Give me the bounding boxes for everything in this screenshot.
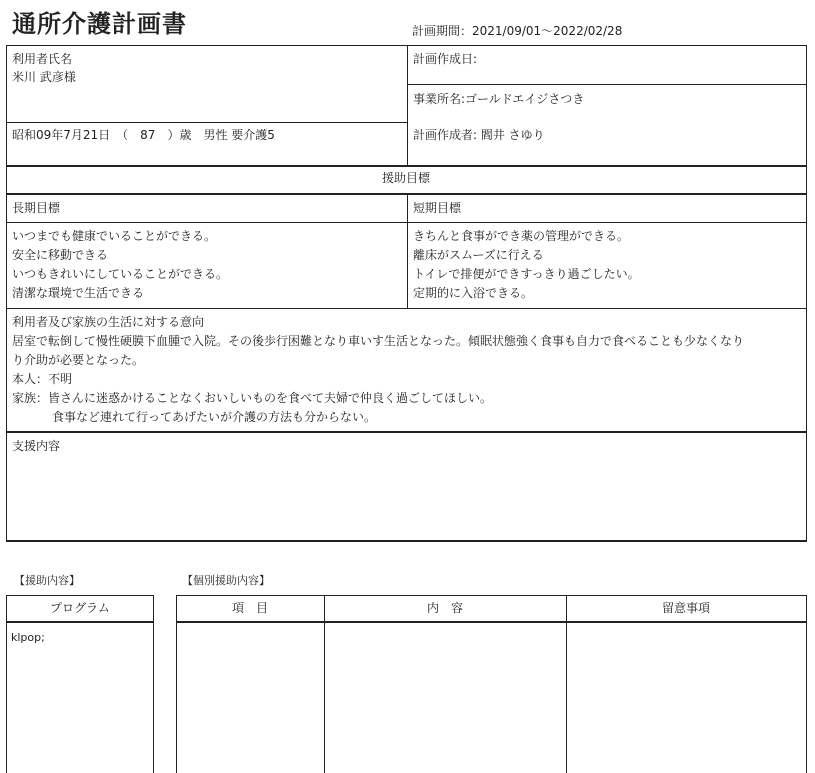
individual-assistance-label: 【個別援助内容】: [182, 574, 270, 587]
divider: [176, 621, 807, 623]
intentions-line: 本人：不明: [12, 372, 73, 386]
divider: [153, 595, 154, 773]
divider: [6, 540, 807, 542]
list-item: トイレで排便ができすっきり過ごしたい。: [413, 267, 640, 281]
list-item: 安全に移動できる: [12, 248, 109, 262]
notes-header: 留意事項: [661, 601, 710, 615]
user-birth-line: 昭和09年7月21日 （ 87 ）歳 男性 要介護5: [12, 128, 275, 142]
page-title: 通所介護計画書: [12, 10, 187, 38]
intentions-line: 家族：皆さんに迷惑かけることなくおいしいものを食べて夫婦で仲良く過ごしてほしい。: [12, 391, 493, 405]
divider: [6, 621, 154, 623]
divider: [806, 45, 807, 541]
list-item: 清潔な環境で生活できる: [12, 286, 145, 300]
intentions-line: り介助が必要となった。: [12, 353, 145, 367]
divider: [6, 595, 7, 773]
support-label: 支援内容: [12, 439, 61, 453]
divider: [6, 122, 407, 123]
content-header: 内 容: [426, 601, 463, 615]
goals-section-title: 援助目標: [381, 171, 430, 185]
divider: [176, 595, 177, 773]
assistance-label: 【援助内容】: [14, 574, 80, 587]
divider: [6, 45, 7, 541]
list-item: 離床がスムーズに行える: [413, 248, 544, 262]
intentions-line: 食事など連れて行ってあげたいが介護の方法も分からない。: [52, 410, 377, 424]
plan-period: 計画期間：2021/09/01～2022/02/28: [412, 24, 623, 38]
divider: [6, 595, 154, 596]
plan-created-label: 計画作成日:: [413, 52, 478, 66]
list-item: いつもきれいにしていることができる。: [12, 267, 229, 281]
divider: [176, 595, 807, 596]
program-value: klpop;: [11, 631, 45, 644]
user-name-label: 利用者氏名: [12, 52, 73, 66]
short-term-goal-label: 短期目標: [413, 201, 462, 215]
divider: [407, 45, 408, 166]
item-header: 項 目: [231, 601, 268, 615]
plan-author: 計画作成者: 閻井 さゆり: [413, 128, 545, 142]
long-term-goal-label: 長期目標: [12, 201, 61, 215]
intentions-line: 居室で転倒して慢性硬膜下血腫で入院。その後歩行困難となり車いす生活となった。傾眠状態強く食事も自力で食べることも少なくなり: [12, 334, 745, 348]
divider: [407, 84, 807, 85]
intentions-label: 利用者及び家族の生活に対する意向: [12, 315, 205, 329]
intentions-block: [12, 313, 744, 427]
office-name: 事業所名:ゴールドエイジさつき: [413, 92, 585, 106]
divider: [806, 595, 807, 773]
divider: [6, 431, 807, 433]
divider: [407, 194, 408, 309]
list-item: 定期的に入浴できる。: [413, 286, 534, 300]
divider: [324, 595, 325, 773]
list-item: きちんと食事ができ薬の管理ができる。: [413, 229, 630, 243]
divider: [566, 595, 567, 773]
list-item: いつまでも健康でいることができる。: [12, 229, 217, 243]
program-header: プログラム: [50, 601, 110, 615]
long-term-goal-list: [12, 227, 228, 303]
user-name-value: 米川 武彦様: [12, 70, 76, 84]
short-term-goal-list: [413, 227, 640, 303]
